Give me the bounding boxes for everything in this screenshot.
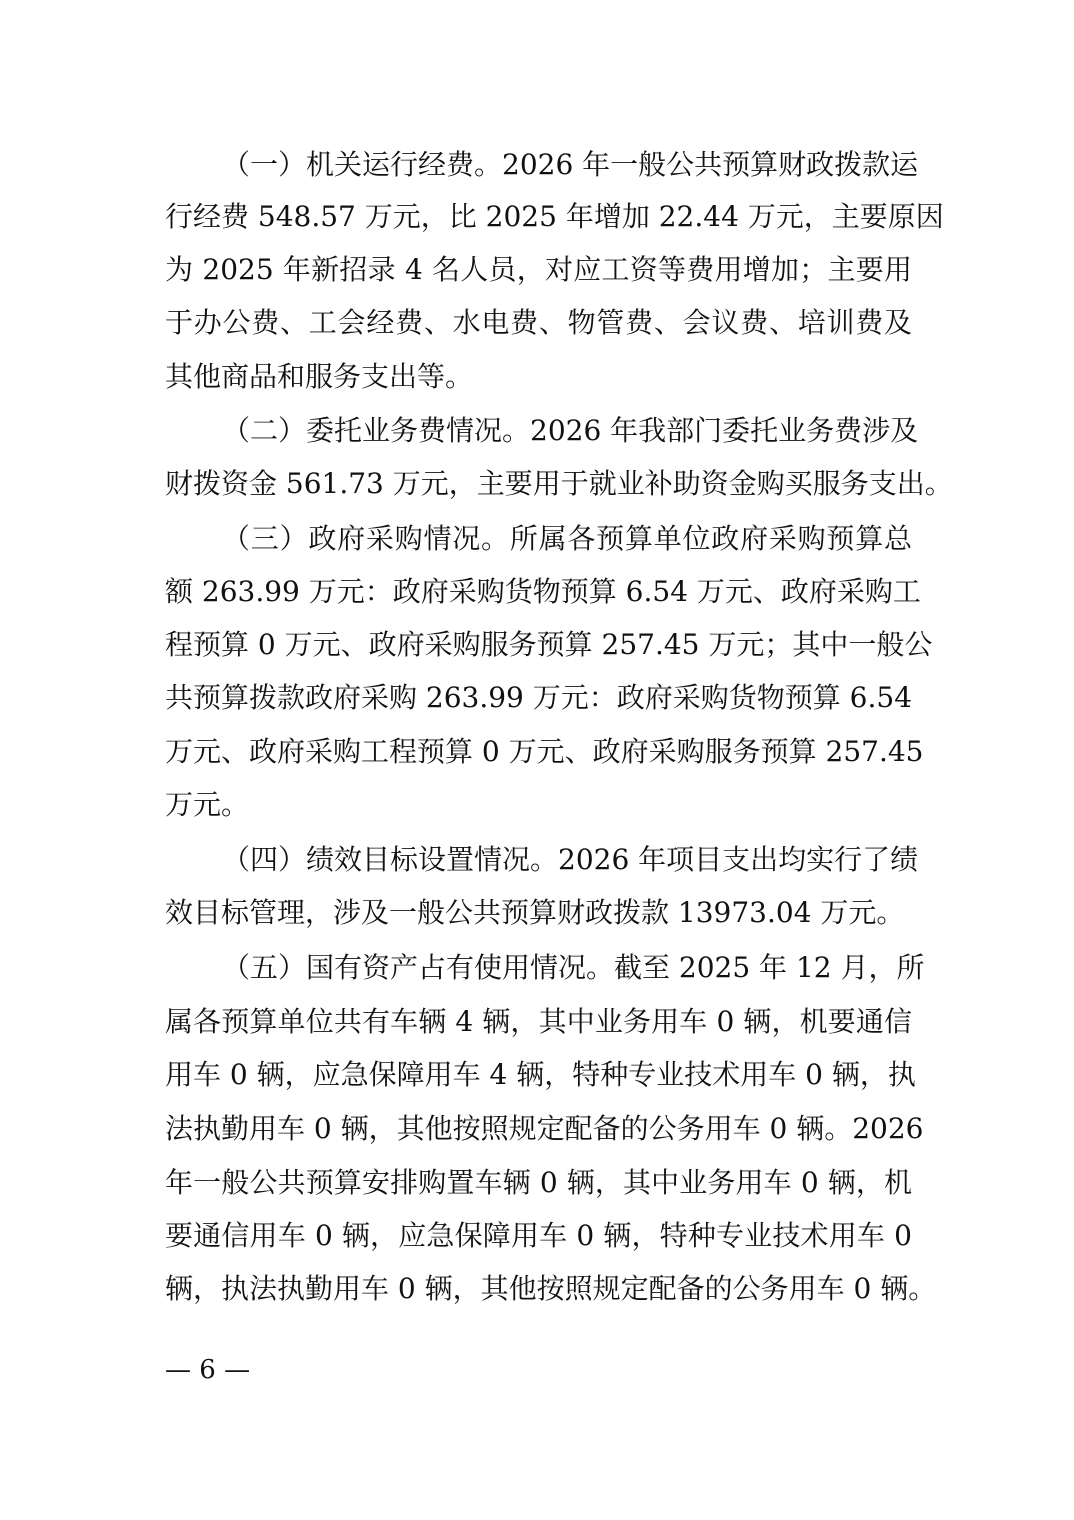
paragraph-line: 财拨资金 561.73 万元，主要用于就业补助资金购买服务支出。 xyxy=(165,467,953,500)
paragraph-line: 为 2025 年新招录 4 名人员，对应工资等费用增加；主要用 xyxy=(165,253,912,286)
paragraph-line: 要通信用车 0 辆，应急保障用车 0 辆，特种专业技术用车 0 xyxy=(165,1219,912,1252)
paragraph-line: 属各预算单位共有车辆 4 辆，其中业务用车 0 辆，机要通信 xyxy=(165,1005,912,1038)
paragraph-line: （四）绩效目标设置情况。2026 年项目支出均实行了绩 xyxy=(222,843,919,876)
paragraph-line: 共预算拨款政府采购 263.99 万元：政府采购货物预算 6.54 xyxy=(165,681,913,714)
paragraph-line: （二）委托业务费情况。2026 年我部门委托业务费涉及 xyxy=(222,414,919,447)
paragraph-line: 其他商品和服务支出等。 xyxy=(165,360,474,393)
paragraph-line: （三）政府采购情况。所属各预算单位政府采购预算总 xyxy=(222,522,912,555)
page-number: — 6 — xyxy=(165,1355,251,1385)
paragraph-line: 年一般公共预算安排购置车辆 0 辆，其中业务用车 0 辆，机 xyxy=(165,1166,912,1199)
paragraph-line: 法执勤用车 0 辆，其他按照规定配备的公务用车 0 辆。2026 xyxy=(165,1112,924,1145)
paragraph-line: 万元。 xyxy=(165,788,250,821)
paragraph-line: 额 263.99 万元：政府采购货物预算 6.54 万元、政府采购工 xyxy=(165,575,921,608)
paragraph-line: 行经费 548.57 万元，比 2025 年增加 22.44 万元，主要原因 xyxy=(165,200,944,233)
paragraph-line: 万元、政府采购工程预算 0 万元、政府采购服务预算 257.45 xyxy=(165,735,924,768)
paragraph-line: 于办公费、工会经费、水电费、物管费、会议费、培训费及 xyxy=(165,306,912,339)
paragraph-line: （五）国有资产占有使用情况。截至 2025 年 12 月，所 xyxy=(222,951,925,984)
paragraph-line: 效目标管理，涉及一般公共预算财政拨款 13973.04 万元。 xyxy=(165,896,905,929)
paragraph-line: 用车 0 辆，应急保障用车 4 辆，特种专业技术用车 0 辆，执 xyxy=(165,1058,916,1091)
paragraph-line: （一）机关运行经费。2026 年一般公共预算财政拨款运 xyxy=(222,148,919,181)
paragraph-line: 辆，执法执勤用车 0 辆，其他按照规定配备的公务用车 0 辆。 xyxy=(165,1272,937,1305)
paragraph-line: 程预算 0 万元、政府采购服务预算 257.45 万元；其中一般公 xyxy=(165,628,933,661)
